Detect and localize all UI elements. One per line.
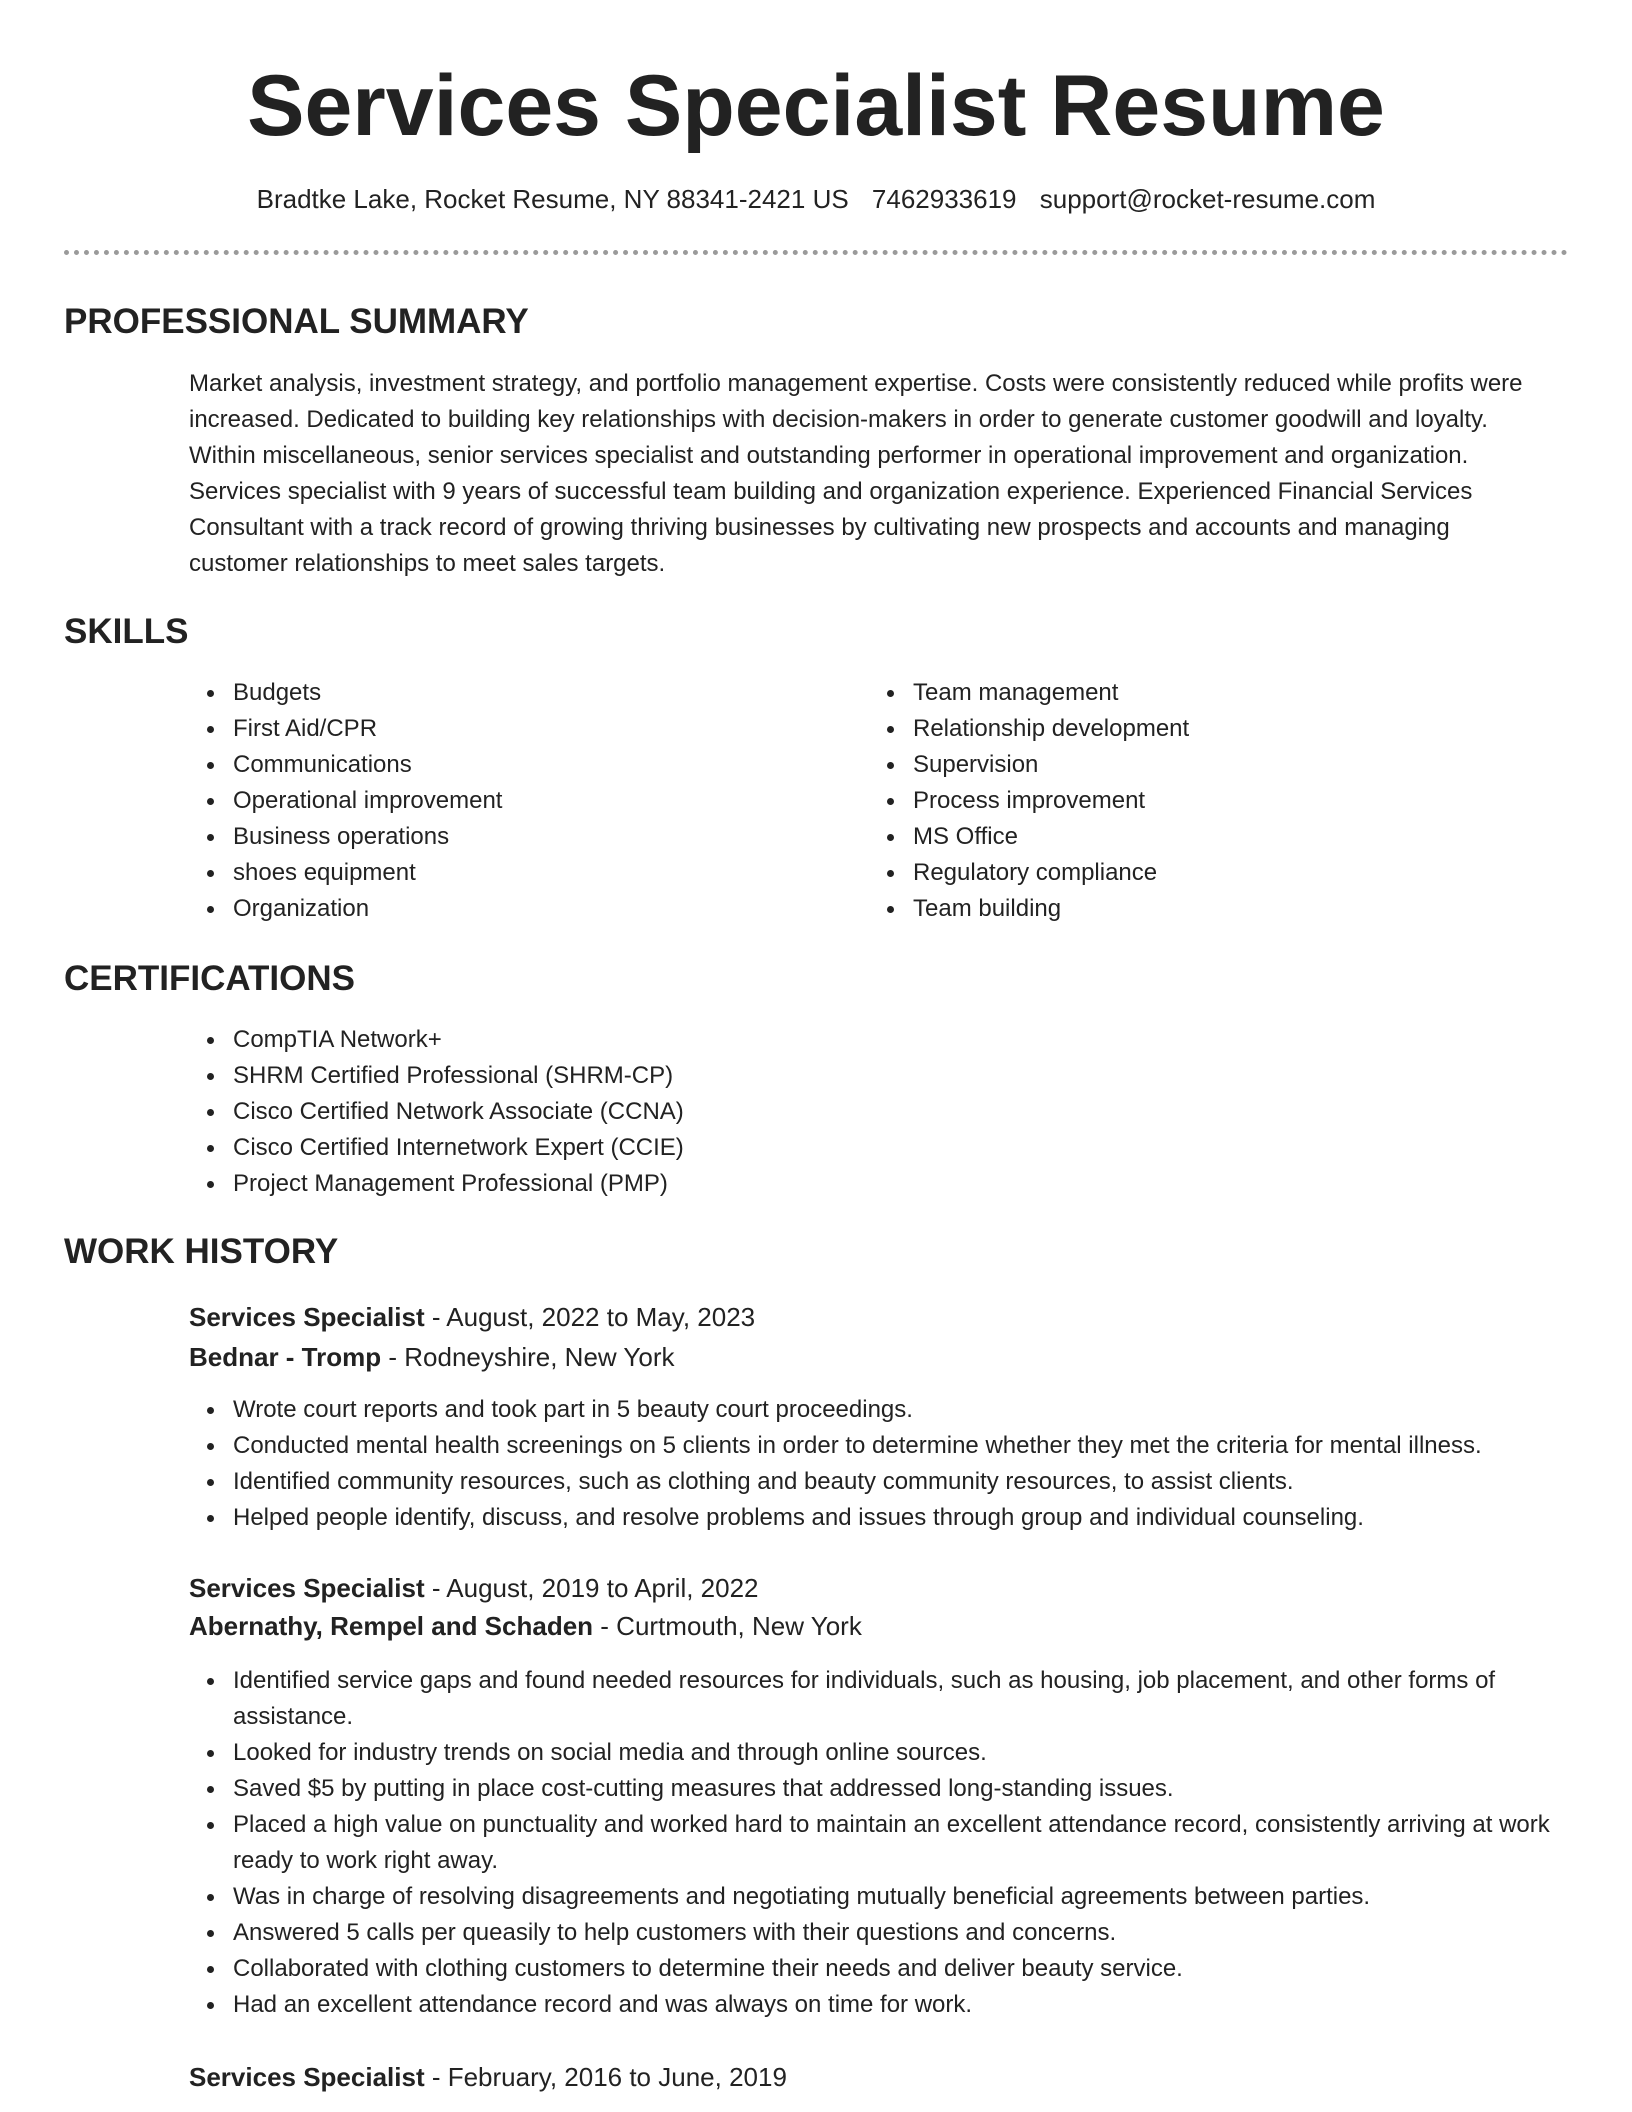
skill-item: Supervision (869, 747, 1529, 783)
job-bullet: Wrote court reports and took part in 5 beauty court proceedings. (189, 1392, 1559, 1428)
skill-item: Communications (189, 747, 829, 783)
skills-heading: SKILLS (64, 612, 189, 651)
job-bullet: Helped people identify, discuss, and resolve problems and issues through group and individual counseling. (189, 1500, 1559, 1536)
certifications-heading: CERTIFICATIONS (64, 959, 356, 998)
job-bullet: Looked for industry trends on social media and through online sources. (189, 1735, 1559, 1771)
header-divider (64, 250, 1568, 255)
job-title: Services Specialist (189, 1573, 425, 1603)
skill-item: First Aid/CPR (189, 711, 829, 747)
resume-title: Services Specialist Resume (247, 58, 1385, 154)
skills-list-right (869, 675, 1529, 927)
skills-list-left (189, 675, 829, 927)
job-bullet: Identified service gaps and found needed resources for individuals, such as housing, job placement, and other forms of assistance. (189, 1663, 1559, 1735)
skill-item: Relationship development (869, 711, 1529, 747)
certification-item: SHRM Certified Professional (SHRM-CP) (189, 1058, 1189, 1094)
job-location: - Curtmouth, New York (593, 1611, 862, 1641)
job-bullet: Conducted mental health screenings on 5 clients in order to determine whether they met the criteria for mental illness. (189, 1428, 1559, 1464)
job-bullet: Saved $5 by putting in place cost-cutting measures that addressed long-standing issues. (189, 1771, 1559, 1807)
skill-item: MS Office (869, 819, 1529, 855)
job-company-line (189, 1609, 862, 1643)
job-bullet: Answered 5 calls per queasily to help customers with their questions and concerns. (189, 1915, 1559, 1951)
job-title-line (189, 1300, 755, 1334)
job-bullet: Identified community resources, such as clothing and beauty community resources, to assist clients. (189, 1464, 1559, 1500)
certifications-list (189, 1022, 1189, 1202)
job-bullet: Was in charge of resolving disagreements and negotiating mutually beneficial agreements between parties. (189, 1879, 1559, 1915)
job-company-line (189, 1340, 675, 1374)
job-location: - Rodneyshire, New York (381, 1342, 675, 1372)
job-title: Services Specialist (189, 2062, 425, 2092)
skill-item: Team building (869, 891, 1529, 927)
contact-email: support@rocket-resume.com (1039, 184, 1376, 214)
certification-item: Cisco Certified Internetwork Expert (CCIE) (189, 1130, 1189, 1166)
skill-item: Business operations (189, 819, 829, 855)
job-bullet: Collaborated with clothing customers to determine their needs and deliver beauty service. (189, 1951, 1559, 1987)
skill-item: Operational improvement (189, 783, 829, 819)
job-dates: - February, 2016 to June, 2019 (424, 2062, 787, 2092)
job-title: Services Specialist (189, 1302, 425, 1332)
skill-item: Process improvement (869, 783, 1529, 819)
summary-heading: PROFESSIONAL SUMMARY (64, 302, 529, 341)
job-bullet: Placed a high value on punctuality and worked hard to maintain an excellent attendance record, consistently arriving at work ready to work right away. (189, 1807, 1559, 1879)
job-dates: - August, 2019 to April, 2022 (424, 1573, 759, 1603)
contact-phone: 7462933619 (871, 184, 1017, 214)
skill-item: shoes equipment (189, 855, 829, 891)
job-title-line (189, 2060, 787, 2094)
skill-item: Team management (869, 675, 1529, 711)
certification-item: CompTIA Network+ (189, 1022, 1189, 1058)
job-bullet: Had an excellent attendance record and was always on time for work. (189, 1987, 1559, 2023)
job-title-line (189, 1571, 759, 1605)
job-bullets (189, 1392, 1559, 1536)
certification-item: Project Management Professional (PMP) (189, 1166, 1189, 1202)
work-history-heading: WORK HISTORY (64, 1232, 339, 1271)
skill-item: Organization (189, 891, 829, 927)
contact-line (0, 182, 1632, 216)
summary-text: Market analysis, investment strategy, and portfolio management expertise. Costs were consistently reduced while profits were increased. Dedicated to building key relationships with decision-makers in order to generate customer goodwill and loyalty. Within miscellaneous, senior services specialist and outstanding performer in operational improvement and organization. Services specialist with 9 years of successful team building and organization experience. Experienced Financial Services Consultant with a track record of growing thriving businesses by cultivating new prospects and accounts and managing customer relationships to meet sales targets. (189, 370, 1523, 577)
job-company: Bednar - Tromp (189, 1342, 382, 1372)
job-dates: - August, 2022 to May, 2023 (424, 1302, 756, 1332)
job-company: Abernathy, Rempel and Schaden (189, 1611, 594, 1641)
certification-item: Cisco Certified Network Associate (CCNA) (189, 1094, 1189, 1130)
job-bullets (189, 1663, 1559, 2023)
skill-item: Regulatory compliance (869, 855, 1529, 891)
contact-address: Bradtke Lake, Rocket Resume, NY 88341-2421 US (256, 184, 849, 214)
skill-item: Budgets (189, 675, 829, 711)
